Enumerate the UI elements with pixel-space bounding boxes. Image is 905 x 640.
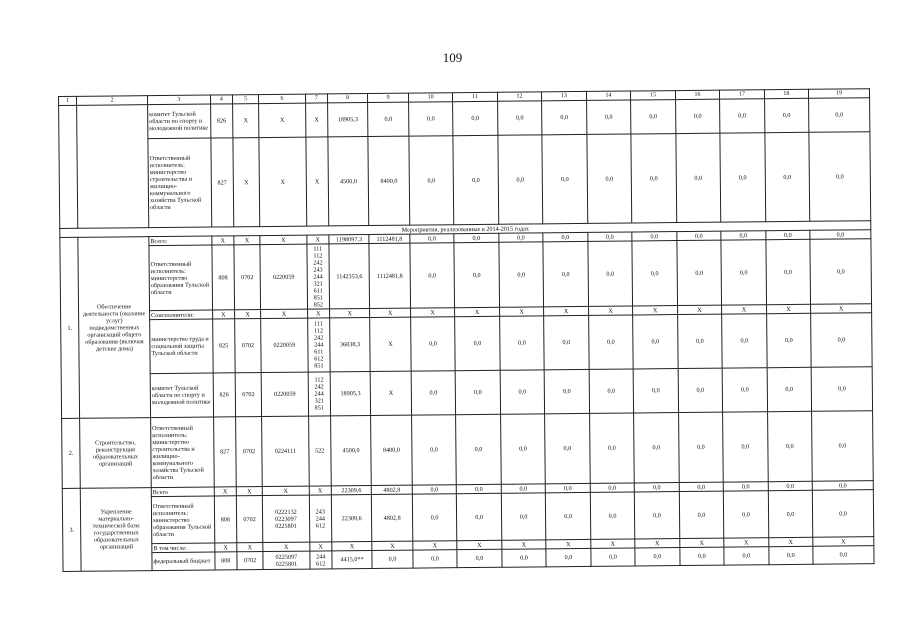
value-cell-c8: 22309,6 [331, 495, 372, 542]
value-cell-c7: 522 [308, 416, 331, 486]
value-cell-col-16: 0,0 [677, 240, 722, 305]
executor-cell: комитет Тульской области по спорту и молодежной политике [148, 104, 211, 139]
column-number-cell: 17 [720, 90, 765, 99]
section-name: Обеспечение деятельности (оказание услуг) подведомственных организаций общего образования (включая детские дома) [78, 237, 151, 419]
value-cell-col-14: 0,0 [589, 413, 634, 483]
value-cell-col-16: 0,0 [678, 412, 723, 482]
value-cell-c4: 825 [212, 319, 235, 373]
value-cell-col-11: 0,0 [455, 316, 500, 370]
x-cell: X [591, 539, 636, 548]
value-cell-col-19: 0,0 [810, 230, 871, 240]
page-number: 109 [442, 50, 463, 65]
executor-cell: Ответственный исполнитель: министерство строительства и жилищно-коммунального хозяйства Тульской области [151, 417, 214, 488]
section-band-title: Мероприятия, реализованные в 2014-2015 годах [60, 221, 871, 238]
total-c4: X [214, 487, 236, 496]
value-cell-col-12: 0,0 [499, 233, 544, 242]
value-cell-c5: 0702 [235, 417, 262, 487]
value-cell-col-13: 0,0 [545, 483, 590, 492]
value-cell-col-13: 0,0 [543, 232, 588, 241]
executor-cell: Ответственный исполнитель: министерство образования Тульской области [149, 245, 212, 311]
value-cell-col-10: 0,0 [410, 234, 455, 243]
value-cell-col-13: 0,0 [546, 548, 591, 566]
total-label: Всего [151, 487, 214, 497]
value-cell-c4: 827 [213, 417, 236, 487]
total-c5: X [236, 487, 262, 496]
value-cell-col-17: 0,0 [722, 314, 767, 368]
x-cell: X [722, 305, 767, 314]
x-cell: X [768, 537, 813, 546]
value-cell-c7: 112 242 244 321 851 [308, 372, 331, 416]
value-cell-c4: 808 [214, 496, 237, 543]
value-cell-col-14: 0,0 [591, 548, 636, 566]
value-cell-col-16: 0,0 [677, 231, 722, 240]
x-cell: X [635, 539, 680, 548]
value-cell-col-12: 0,0 [498, 135, 543, 224]
column-number-cell: 15 [631, 91, 676, 100]
x-cell: X [212, 310, 234, 319]
x-cell: X [633, 306, 678, 315]
value-cell-c7: X [306, 137, 329, 226]
value-cell-col-16: 0,0 [679, 491, 724, 538]
value-cell-col-11: 0,0 [454, 233, 499, 242]
name-cell [77, 105, 149, 229]
value-cell-col-18: 0,0 [768, 481, 813, 490]
value-cell-col-18: 0,0 [764, 98, 809, 132]
total-c4: X [212, 236, 234, 245]
column-number-cell: 2 [77, 96, 148, 106]
value-cell-c9: 4802,8 [372, 494, 413, 541]
value-cell-col-19: 0,0 [812, 481, 873, 491]
value-cell-col-12: 0,0 [501, 493, 546, 540]
value-cell-c4: 826 [213, 373, 236, 417]
value-cell-col-12: 0,0 [497, 101, 542, 135]
value-cell-col-10: 0,0 [409, 136, 454, 225]
value-cell-col-18: 0,0 [767, 411, 812, 481]
table-row [59, 132, 871, 229]
budget-table [58, 88, 875, 572]
value-cell-col-18: 0,0 [766, 313, 811, 367]
x-cell: X [499, 307, 544, 316]
value-cell-col-10: 0,0 [410, 243, 455, 308]
x-cell: X [332, 542, 373, 551]
value-cell-col-10: 0,0 [408, 102, 453, 136]
column-number-cell: 4 [210, 95, 232, 104]
value-cell-col-15: 0,0 [633, 315, 678, 369]
x-cell: X [588, 306, 633, 315]
value-cell-c8: 4500,0 [331, 416, 372, 486]
value-cell-c4: 827 [211, 138, 234, 227]
value-cell-col-13: 0,0 [543, 241, 588, 306]
table-row [60, 239, 872, 312]
value-cell-c7: X [305, 103, 328, 137]
value-cell-col-14: 0,0 [587, 134, 632, 223]
value-cell-col-15: 0,0 [632, 241, 677, 306]
value-cell-col-13: 0,0 [546, 492, 591, 539]
number-cell [59, 105, 78, 228]
executor-cell: Ответственный исполнитель: министерство строительства и жилищно-коммунального хозяйства Тульской области [148, 138, 212, 228]
x-cell: X [234, 310, 260, 319]
value-cell-col-13: 0,0 [544, 315, 589, 369]
value-cell-col-11: 0,0 [457, 549, 502, 567]
value-cell-c6: 0220059 [261, 318, 308, 372]
executor-cell: комитет Тульской области по спорту и молодежной политике [150, 373, 213, 418]
column-number-cell: 5 [232, 95, 258, 104]
table-row [62, 490, 873, 545]
value-cell-col-11: 0,0 [456, 414, 501, 484]
value-cell-c9: 1112481,8 [369, 243, 410, 308]
value-cell-col-17: 0,0 [721, 231, 766, 240]
table-row [62, 411, 874, 489]
value-cell-col-19: 0,0 [812, 411, 874, 482]
value-cell-col-18: 0,0 [767, 367, 812, 411]
value-cell-col-10: 0,0 [410, 317, 455, 371]
value-cell-col-13: 0,0 [544, 369, 589, 413]
coexecutors-label: Соисполнители: [150, 310, 213, 320]
value-cell-c9: X [371, 371, 412, 415]
value-cell-col-14: 0,0 [589, 369, 634, 413]
value-cell-c6: X [259, 103, 306, 137]
value-cell-c5: 0702 [237, 552, 263, 570]
value-cell-col-16: 0,0 [675, 99, 720, 133]
value-cell-c4: 808 [212, 245, 235, 310]
section-name: Укрепление материально-технической базы государственных образовательных организаций [80, 488, 152, 572]
value-cell-col-15: 0,0 [635, 492, 680, 539]
value-cell-col-18: 0,0 [769, 546, 814, 564]
value-cell-c5: 0702 [236, 496, 263, 543]
value-cell-c5: 0702 [235, 319, 262, 373]
value-cell-col-17: 0,0 [720, 99, 765, 133]
column-number-cell: 6 [259, 94, 306, 103]
value-cell-col-11: 0,0 [453, 135, 498, 224]
value-cell-col-19: 0,0 [811, 313, 872, 368]
value-cell-col-15: 0,0 [634, 483, 679, 492]
value-cell-c9: 8400,0 [371, 415, 412, 485]
x-cell: X [677, 305, 722, 314]
column-number-cell: 12 [497, 92, 542, 101]
x-cell: X [813, 537, 874, 547]
value-cell-col-15: 0,0 [631, 134, 676, 223]
value-cell-c5: X [232, 104, 259, 138]
x-cell: X [502, 540, 547, 549]
section-number: 3. [62, 488, 81, 571]
value-cell-col-10: 0,0 [412, 494, 457, 541]
value-cell-col-10: 0,0 [411, 371, 456, 415]
value-cell-col-12: 0,0 [499, 316, 544, 370]
x-cell: X [307, 309, 329, 318]
value-cell-col-16: 0,0 [677, 314, 722, 368]
value-cell-col-18: 0,0 [765, 132, 810, 221]
total-c7: X [309, 486, 331, 495]
column-number-cell: 14 [586, 91, 631, 100]
value-cell-col-17: 0,0 [722, 368, 767, 412]
column-number-cell: 11 [453, 92, 498, 101]
total-c6: X [260, 235, 307, 244]
value-cell-c8: 18905,3 [328, 103, 369, 137]
value-cell-col-17: 0,0 [721, 240, 766, 305]
column-number-cell: 10 [408, 93, 453, 102]
value-cell-col-18: 0,0 [766, 239, 811, 304]
value-cell-col-17: 0,0 [724, 547, 769, 565]
value-cell-col-16: 0,0 [679, 482, 724, 491]
value-cell-c8: 4415,0** [332, 551, 373, 569]
section-number: 2. [62, 418, 81, 488]
value-cell-c9: X [370, 317, 411, 371]
value-cell-col-12: 0,0 [502, 549, 547, 567]
x-cell: X [544, 306, 589, 315]
table-row [61, 313, 872, 375]
x-cell: X [811, 304, 872, 314]
value-cell-col-10: 0,0 [412, 485, 457, 494]
total-c9: 1112481,8 [369, 234, 410, 243]
value-cell-c7: 243 244 612 [309, 495, 332, 542]
value-cell-c6: 0220059 [260, 244, 307, 309]
value-cell-col-15: 0,0 [634, 413, 679, 483]
section-number: 1. [60, 237, 80, 418]
value-cell-col-18: 0,0 [768, 490, 813, 537]
value-cell-c7: 111 112 242 244 611 612 851 [307, 318, 330, 372]
value-cell-col-14: 0,0 [588, 241, 633, 306]
column-number-cell: 13 [542, 91, 587, 100]
value-cell-col-12: 0,0 [499, 242, 544, 307]
document-table-sheet [58, 88, 875, 572]
value-cell-col-15: 0,0 [632, 232, 677, 241]
value-cell-col-16: 0,0 [678, 368, 723, 412]
value-cell-col-12: 0,0 [500, 414, 545, 484]
column-number-cell: 7 [305, 94, 327, 103]
value-cell-col-17: 0,0 [723, 482, 768, 491]
value-cell-c7: 244 612 [310, 551, 332, 569]
column-number-cell: 19 [809, 89, 870, 99]
total-c6: X [262, 486, 309, 495]
value-cell-c9: 0,0 [368, 102, 409, 136]
value-cell-col-14: 0,0 [586, 100, 631, 134]
executor-cell: федеральный бюджет [152, 552, 215, 571]
value-cell-col-11: 0,0 [453, 101, 498, 135]
x-cell: X [410, 308, 455, 317]
value-cell-col-18: 0,0 [765, 230, 810, 239]
x-cell: X [546, 539, 591, 548]
value-cell-c8: 18905,3 [330, 372, 371, 416]
value-cell-c9: 0,0 [372, 550, 413, 568]
value-cell-col-12: 0,0 [500, 370, 545, 414]
x-cell: X [724, 538, 769, 547]
value-cell-c6: 0225097 0225801 [263, 551, 310, 569]
x-cell: X [214, 543, 236, 552]
value-cell-c6: X [259, 137, 306, 226]
value-cell-c7: 111 112 242 243 244 321 611 851 852 [307, 244, 330, 309]
value-cell-col-11: 0,0 [454, 242, 499, 307]
value-cell-col-13: 0,0 [545, 413, 590, 483]
column-number-cell: 16 [675, 90, 720, 99]
value-cell-col-11: 0,0 [457, 493, 502, 540]
executor-cell: министерство труда и социальной защиты Тульской области [150, 319, 213, 374]
value-cell-col-17: 0,0 [720, 133, 765, 222]
value-cell-c8: 1142353,6 [329, 244, 370, 309]
value-cell-col-15: 0,0 [633, 369, 678, 413]
total-label: Всего: [149, 236, 212, 246]
total-c9: 4802,8 [372, 485, 413, 494]
value-cell-col-13: 0,0 [542, 134, 587, 223]
column-number-cell: 9 [368, 93, 409, 102]
x-cell: X [455, 307, 500, 316]
x-cell: X [370, 308, 411, 317]
value-cell-c9: 8400,0 [368, 136, 409, 225]
value-cell-col-16: 0,0 [676, 133, 721, 222]
value-cell-col-17: 0,0 [724, 491, 769, 538]
column-number-cell: 8 [327, 94, 368, 103]
value-cell-col-15: 0,0 [635, 548, 680, 566]
value-cell-col-19: 0,0 [810, 239, 871, 305]
section-name: Строительство, реконструкция образовательных организаций [80, 418, 151, 489]
x-cell: X [372, 541, 413, 550]
x-cell: X [329, 309, 370, 318]
value-cell-c5: 0702 [235, 373, 262, 417]
table-row [61, 367, 872, 419]
x-cell: X [309, 542, 331, 551]
x-cell: X [261, 309, 308, 318]
value-cell-col-11: 0,0 [455, 370, 500, 414]
x-cell: X [413, 541, 458, 550]
value-cell-col-19: 0,0 [809, 98, 870, 133]
total-c5: X [234, 236, 260, 245]
x-cell: X [766, 304, 811, 313]
x-cell: X [263, 542, 310, 551]
value-cell-col-19: 0,0 [812, 490, 873, 538]
value-cell-col-17: 0,0 [723, 412, 768, 482]
value-cell-col-12: 0,0 [501, 484, 546, 493]
value-cell-col-13: 0,0 [542, 100, 587, 134]
value-cell-c6: 0222132 0223097 0225801 [263, 495, 310, 542]
total-c8: 1198097,3 [329, 235, 370, 244]
value-cell-col-16: 0,0 [680, 547, 725, 565]
value-cell-col-19: 0,0 [811, 367, 872, 412]
x-cell: X [237, 543, 263, 552]
value-cell-c8: 4500,0 [328, 137, 369, 226]
column-number-cell: 1 [59, 96, 77, 105]
value-cell-col-19: 0,0 [813, 546, 874, 565]
value-cell-col-14: 0,0 [588, 232, 633, 241]
value-cell-c6: 0224111 [262, 416, 309, 486]
value-cell-c4: 826 [210, 104, 233, 138]
including-label: В том числе: [152, 543, 215, 553]
x-cell: X [679, 538, 724, 547]
x-cell: X [457, 540, 502, 549]
total-c8: 22309,6 [331, 486, 372, 495]
value-cell-col-11: 0,0 [457, 484, 502, 493]
value-cell-col-14: 0,0 [588, 315, 633, 369]
value-cell-col-10: 0,0 [411, 415, 456, 485]
value-cell-col-10: 0,0 [413, 550, 458, 568]
value-cell-col-14: 0,0 [590, 492, 635, 539]
value-cell-col-14: 0,0 [590, 483, 635, 492]
column-number-cell: 18 [764, 89, 809, 98]
value-cell-c5: 0702 [234, 245, 261, 310]
value-cell-c8: 36838,3 [330, 318, 371, 372]
value-cell-c5: X [233, 138, 260, 227]
value-cell-col-15: 0,0 [631, 100, 676, 134]
value-cell-col-19: 0,0 [809, 132, 871, 222]
column-number-cell: 3 [147, 95, 210, 105]
executor-cell: Ответственный исполнитель: министерство образования Тульской области [151, 496, 214, 544]
value-cell-c6: 0220059 [261, 372, 308, 416]
value-cell-c4: 808 [215, 552, 237, 570]
total-c7: X [307, 235, 329, 244]
